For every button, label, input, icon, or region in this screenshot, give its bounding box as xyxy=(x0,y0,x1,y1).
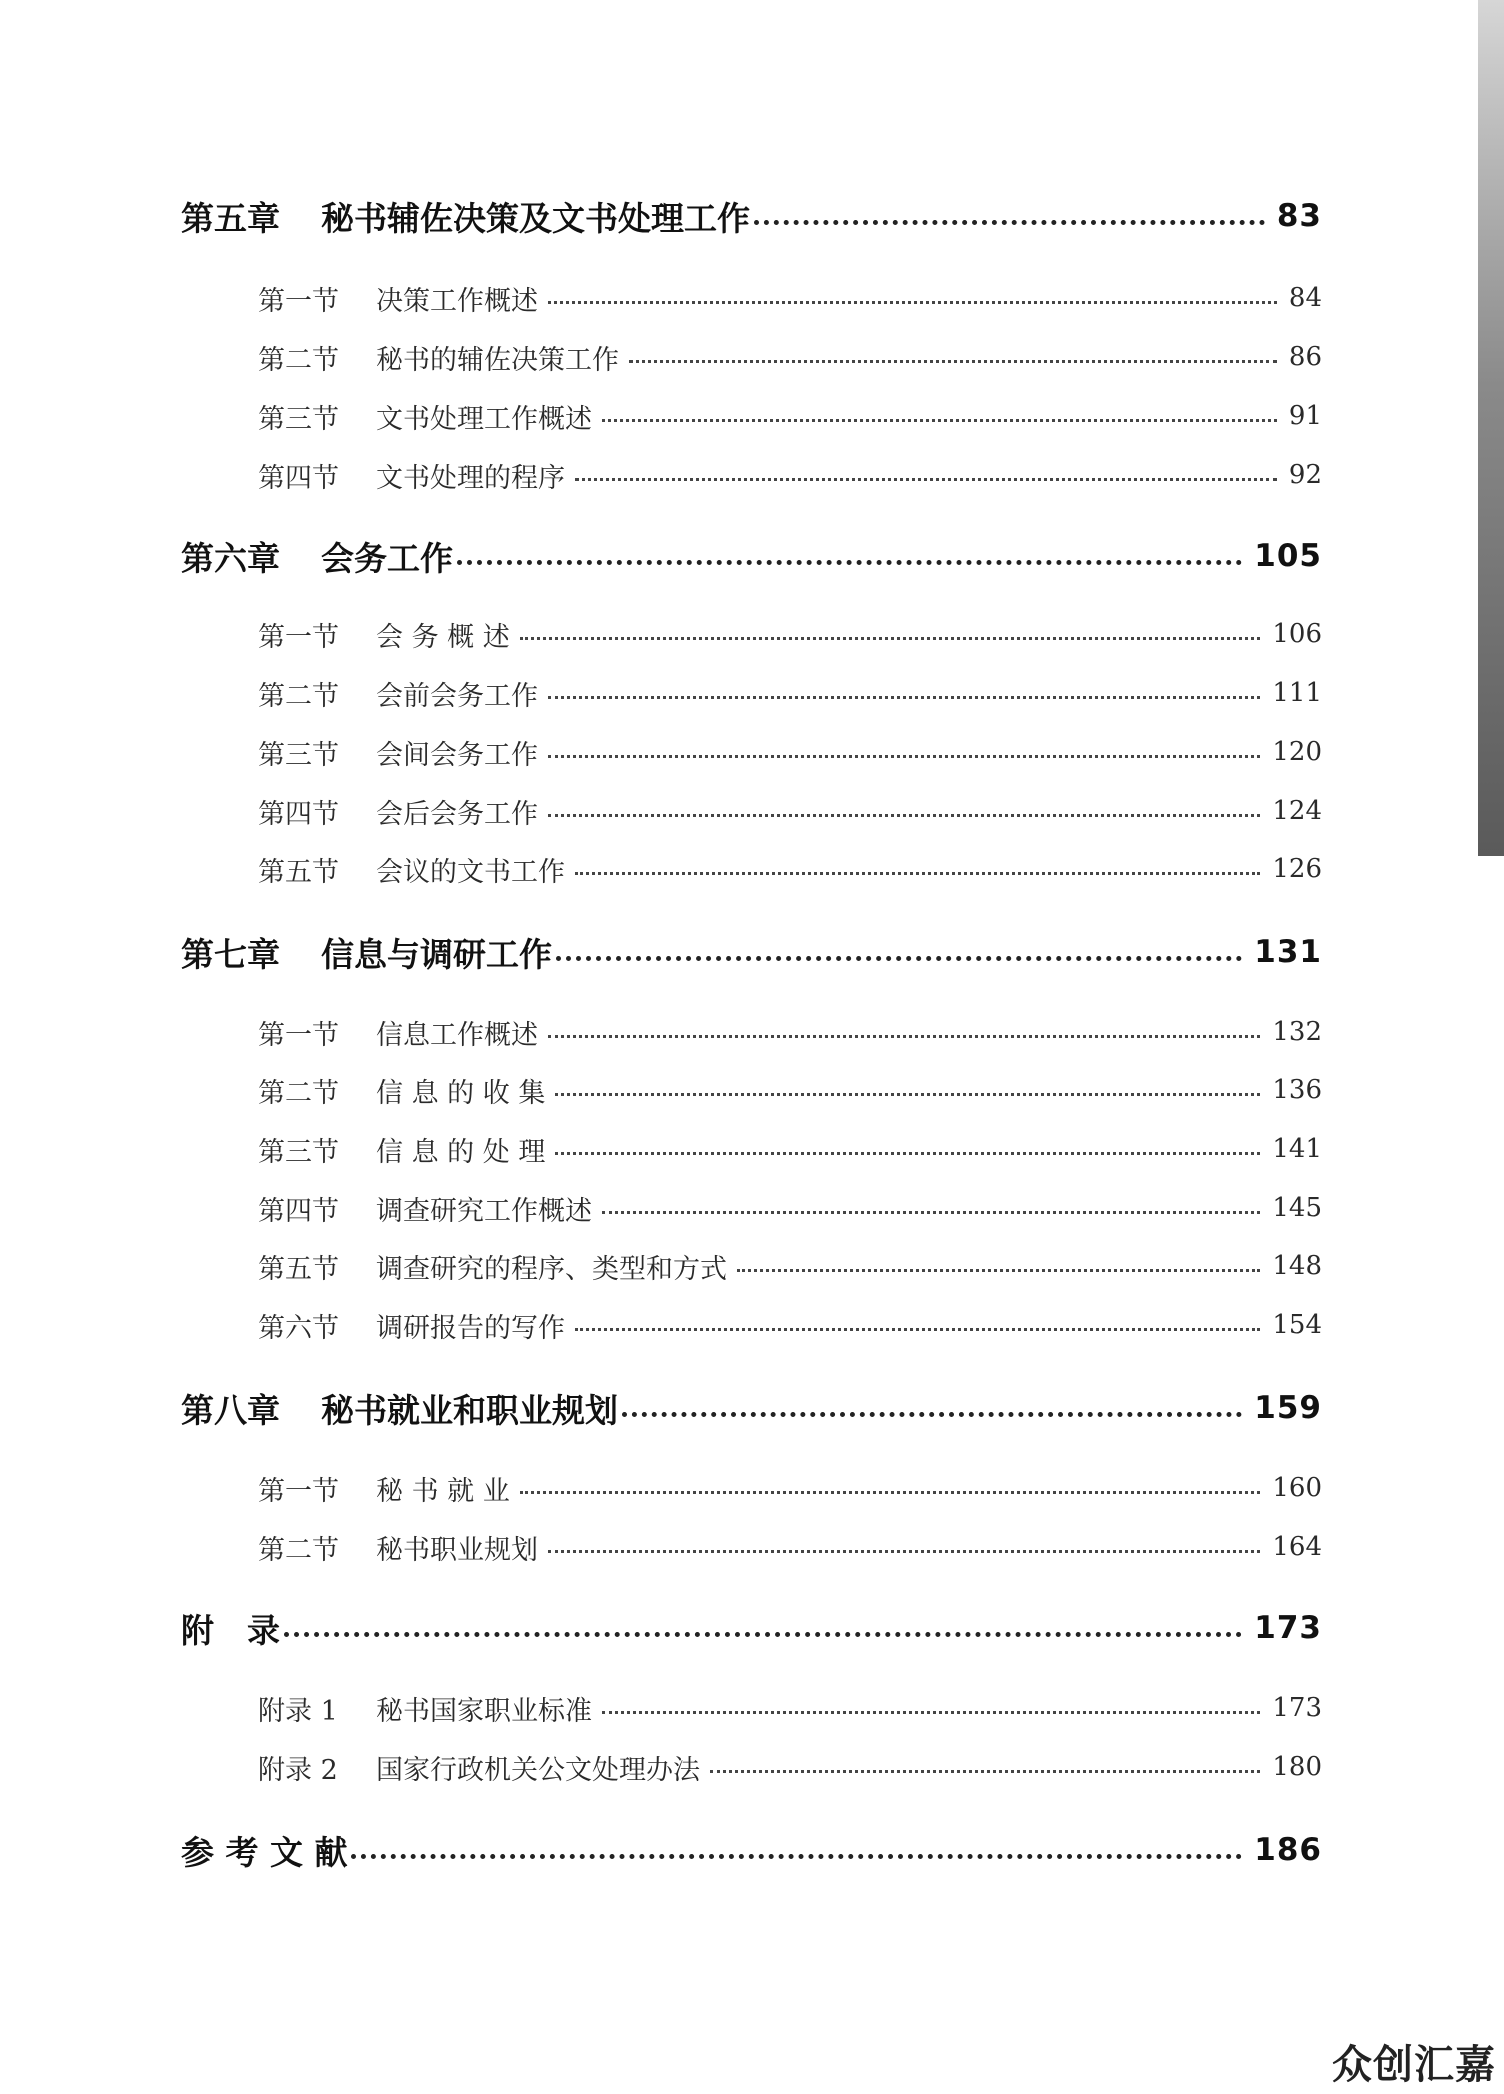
section-page: 154 xyxy=(1272,1310,1322,1340)
dot-leader xyxy=(548,814,1260,817)
section-entry xyxy=(258,673,1322,713)
section-page: 141 xyxy=(1272,1134,1322,1164)
dot-leader xyxy=(351,1854,1242,1859)
section-title: 会 务 概 述 xyxy=(376,621,510,653)
section-page: 173 xyxy=(1272,1693,1322,1723)
chapter-number: 第八章 xyxy=(181,1390,280,1430)
section-number: 第三节 xyxy=(258,403,339,435)
chapter-page: 105 xyxy=(1254,538,1322,574)
chapter-page: 186 xyxy=(1254,1832,1322,1868)
section-entry xyxy=(258,455,1322,495)
section-number: 第三节 xyxy=(258,739,339,771)
section-page: 160 xyxy=(1272,1473,1322,1503)
section-entry xyxy=(258,1688,1322,1728)
section-title: 调查研究的程序、类型和方式 xyxy=(376,1253,727,1285)
section-page: 92 xyxy=(1288,460,1322,490)
section-title: 会后会务工作 xyxy=(376,798,538,830)
chapter-entry xyxy=(181,1605,1322,1651)
section-entry xyxy=(258,791,1322,831)
dot-leader xyxy=(575,1328,1260,1331)
dot-leader xyxy=(548,1550,1260,1553)
section-title: 会前会务工作 xyxy=(376,680,538,712)
dot-leader xyxy=(710,1770,1260,1773)
section-number: 第二节 xyxy=(258,1534,339,1566)
chapter-page: 83 xyxy=(1276,198,1322,234)
section-title: 信息工作概述 xyxy=(376,1019,538,1051)
chapter-page: 173 xyxy=(1254,1610,1322,1646)
dot-leader xyxy=(737,1269,1260,1272)
section-number: 第四节 xyxy=(258,1195,339,1227)
dot-leader xyxy=(555,1152,1260,1155)
section-title: 国家行政机关公文处理办法 xyxy=(376,1754,700,1786)
section-title: 信 息 的 收 集 xyxy=(376,1077,546,1109)
dot-leader xyxy=(555,1093,1260,1096)
section-number: 第三节 xyxy=(258,1136,339,1168)
section-entry xyxy=(258,396,1322,436)
section-title: 调研报告的写作 xyxy=(376,1312,565,1344)
section-entry xyxy=(258,1305,1322,1345)
chapter-title: 参 考 文 献 xyxy=(181,1832,348,1872)
section-number: 第五节 xyxy=(258,1253,339,1285)
section-number: 第一节 xyxy=(258,285,339,317)
section-number: 第五节 xyxy=(258,856,339,888)
section-number: 附录 2 xyxy=(258,1754,338,1786)
section-page: 145 xyxy=(1272,1193,1322,1223)
section-entry xyxy=(258,849,1322,889)
section-entry xyxy=(258,337,1322,377)
section-number: 第四节 xyxy=(258,798,339,830)
dot-leader xyxy=(548,696,1260,699)
section-entry xyxy=(258,278,1322,318)
section-number: 第一节 xyxy=(258,1019,339,1051)
section-entry xyxy=(258,1129,1322,1169)
dot-leader xyxy=(457,560,1242,565)
section-entry xyxy=(258,1468,1322,1508)
chapter-title: 会务工作 xyxy=(321,538,453,578)
chapter-entry xyxy=(181,1827,1322,1873)
section-number: 第一节 xyxy=(258,621,339,653)
section-title: 会议的文书工作 xyxy=(376,856,565,888)
section-number: 附录 1 xyxy=(258,1695,338,1727)
chapter-number: 第七章 xyxy=(181,934,280,974)
chapter-entry xyxy=(181,533,1322,579)
section-title: 信 息 的 处 理 xyxy=(376,1136,546,1168)
dot-leader xyxy=(754,220,1265,225)
dot-leader xyxy=(284,1632,1242,1637)
section-page: 126 xyxy=(1272,854,1322,884)
dot-leader xyxy=(629,360,1277,363)
dot-leader xyxy=(556,956,1242,961)
chapter-page: 131 xyxy=(1254,934,1322,970)
dot-leader xyxy=(548,1035,1260,1038)
section-entry xyxy=(258,614,1322,654)
section-entry xyxy=(258,1527,1322,1567)
section-title: 秘书职业规划 xyxy=(376,1534,538,1566)
section-page: 148 xyxy=(1272,1251,1322,1281)
dot-leader xyxy=(575,478,1277,481)
section-entry xyxy=(258,1070,1322,1110)
section-page: 106 xyxy=(1272,619,1322,649)
chapter-title: 附 录 xyxy=(181,1610,280,1650)
section-title: 秘书国家职业标准 xyxy=(376,1695,592,1727)
section-title: 调查研究工作概述 xyxy=(376,1195,592,1227)
chapter-number: 第五章 xyxy=(181,198,280,238)
dot-leader xyxy=(622,1412,1242,1417)
chapter-number: 第六章 xyxy=(181,538,280,578)
section-page: 136 xyxy=(1272,1075,1322,1105)
chapter-title: 秘书辅佐决策及文书处理工作 xyxy=(321,198,750,238)
section-number: 第二节 xyxy=(258,1077,339,1109)
watermark: 众创汇嘉 xyxy=(1332,2042,1496,2088)
section-entry xyxy=(258,1188,1322,1228)
section-entry xyxy=(258,1246,1322,1286)
section-title: 会间会务工作 xyxy=(376,739,538,771)
section-number: 第二节 xyxy=(258,680,339,712)
section-number: 第四节 xyxy=(258,462,339,494)
section-page: 86 xyxy=(1288,342,1322,372)
chapter-entry xyxy=(181,1385,1322,1431)
dot-leader xyxy=(575,872,1260,875)
section-page: 132 xyxy=(1272,1017,1322,1047)
chapter-page: 159 xyxy=(1254,1390,1322,1426)
dot-leader xyxy=(548,755,1260,758)
section-page: 164 xyxy=(1272,1532,1322,1562)
dot-leader xyxy=(602,1211,1260,1214)
section-title: 文书处理的程序 xyxy=(376,462,565,494)
section-entry xyxy=(258,732,1322,772)
section-number: 第二节 xyxy=(258,344,339,376)
section-page: 111 xyxy=(1272,678,1322,708)
chapter-title: 信息与调研工作 xyxy=(321,934,552,974)
section-page: 120 xyxy=(1272,737,1322,767)
section-number: 第六节 xyxy=(258,1312,339,1344)
chapter-title: 秘书就业和职业规划 xyxy=(321,1390,618,1430)
chapter-entry xyxy=(181,193,1322,239)
section-page: 84 xyxy=(1288,283,1322,313)
section-page: 180 xyxy=(1272,1752,1322,1782)
dot-leader xyxy=(602,1711,1260,1714)
dot-leader xyxy=(520,637,1261,640)
section-entry xyxy=(258,1012,1322,1052)
section-entry xyxy=(258,1747,1322,1787)
section-title: 决策工作概述 xyxy=(376,285,538,317)
chapter-entry xyxy=(181,929,1322,975)
dot-leader xyxy=(548,301,1277,304)
section-page: 91 xyxy=(1288,401,1322,431)
dot-leader xyxy=(520,1491,1261,1494)
section-title: 文书处理工作概述 xyxy=(376,403,592,435)
section-number: 第一节 xyxy=(258,1475,339,1507)
section-title: 秘书的辅佐决策工作 xyxy=(376,344,619,376)
section-title: 秘 书 就 业 xyxy=(376,1475,510,1507)
dot-leader xyxy=(602,419,1277,422)
section-page: 124 xyxy=(1272,796,1322,826)
